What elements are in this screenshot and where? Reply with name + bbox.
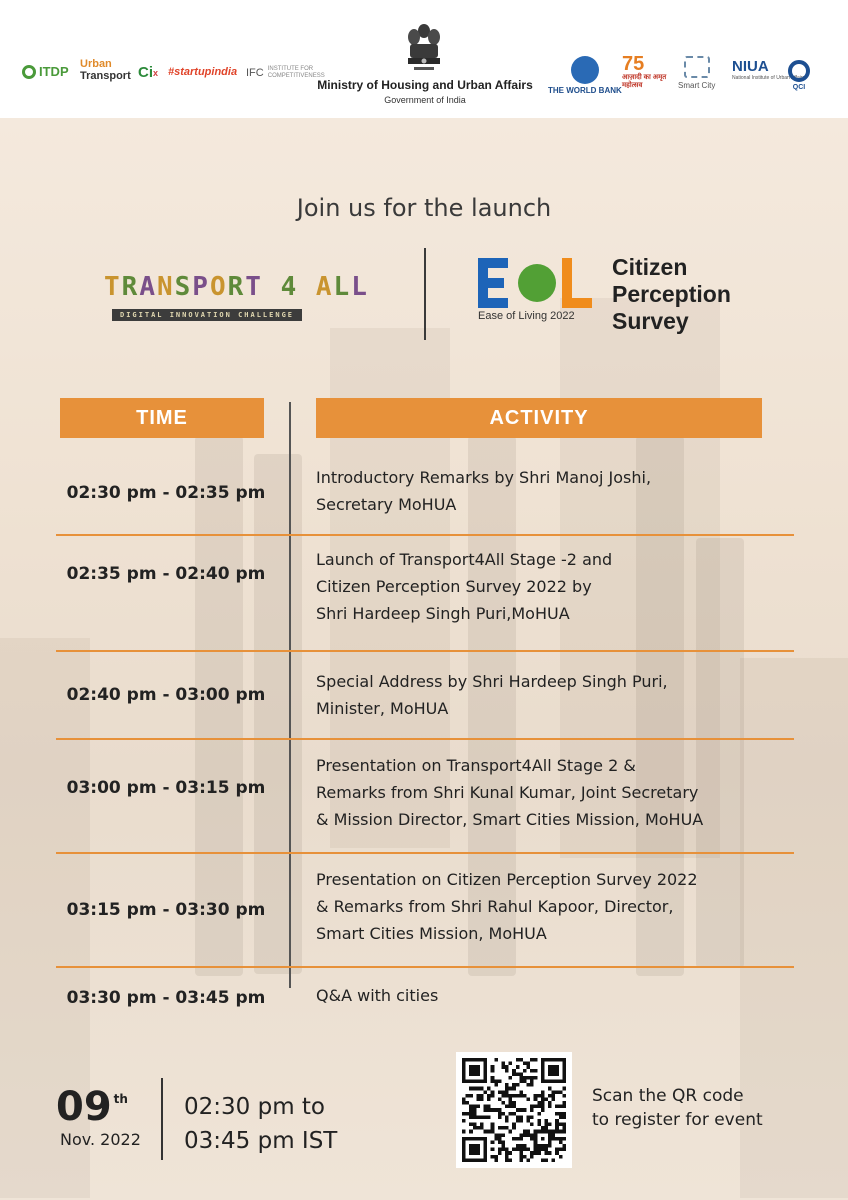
cix-logo-text: Ci [138,64,153,81]
activity-column-header: ACTIVITY [316,398,762,438]
activity-line: Shri Hardeep Singh Puri,MoHUA [316,604,570,623]
ifc-logo-text: IFC [246,67,264,79]
government-subtitle: Government of India [384,95,466,105]
event-day-number: 09 [56,1084,112,1130]
digital-innovation-challenge-badge: DIGITAL INNOVATION CHALLENGE [112,309,302,321]
transport4all-title: TRANSPORT 4 ALL [104,272,369,302]
activity-line: Introductory Remarks by Shri Manoj Joshi, [316,468,652,487]
event-time-line: 03:45 pm IST [184,1128,338,1154]
eol-letter-l [562,258,592,308]
smart-city-logo-text: Smart City [678,81,716,90]
activity-line: Q&A with cities [316,986,439,1005]
ministry-title: Ministry of Housing and Urban Affairs [317,78,533,92]
scan-line: Scan the QR code [592,1086,744,1106]
cix-logo [138,64,158,81]
startupindia-logo-text: #startupindia [168,66,238,78]
urban-transport-logo [80,58,131,82]
schedule-time: 02:40 pm - 03:00 pm [66,685,266,705]
activity-line: & Mission Director, Smart Cities Mission, MoHUA [316,810,704,829]
itdp-logo [22,64,69,79]
event-time-line: 02:30 pm to [184,1094,325,1120]
qr-code-icon [462,1058,566,1162]
smart-city-mark-icon [684,56,710,78]
qci-logo [788,60,810,91]
world-bank-logo [548,56,622,95]
schedule-row [56,968,794,1024]
time-column-header: TIME [60,398,264,438]
eol-mark-icon [478,252,594,308]
eol-letter-e [478,258,508,308]
world-bank-logo-text: THE WORLD BANK [548,86,622,95]
schedule-time: 02:35 pm - 02:40 pm [66,564,266,584]
azadi-logo-text: आज़ादी का अमृत महोत्सव [622,74,667,89]
cix-logo-sup: x [153,67,159,78]
schedule-time: 02:30 pm - 02:35 pm [66,483,266,503]
itdp-ring-icon [22,65,36,79]
schedule-activity [316,668,796,722]
event-time-range [184,1090,337,1158]
activity-line: Special Address by Shri Hardeep Singh Puri, [316,672,668,691]
schedule-row [56,452,794,534]
schedule-activity [316,866,796,947]
schedule-activity [316,546,796,627]
footer-divider [161,1078,163,1160]
activity-line: Launch of Transport4All Stage -2 and [316,550,613,569]
eol-caption: Ease of Living 2022 [478,310,575,322]
niua-logo-subtext: National Institute of Urban Affairs [732,75,806,81]
scan-instructions [592,1084,763,1132]
world-bank-globe-icon [571,56,599,84]
eol-letter-o [518,264,556,302]
schedule-row [56,652,794,738]
startupindia-logo [168,66,237,78]
activity-line: Remarks from Shri Kunal Kumar, Joint Secretary [316,783,699,802]
schedule-row [56,536,794,650]
qci-ring-icon [788,60,810,82]
schedule-row [56,854,794,966]
activity-line: Secretary MoHUA [316,495,457,514]
azadi-logo-number: 75 [622,53,645,75]
event-month-year: Nov. 2022 [60,1130,141,1149]
schedule-time: 03:00 pm - 03:15 pm [66,778,266,798]
activity-line: Presentation on Citizen Perception Survey 2022 [316,870,698,889]
activity-line: Citizen Perception Survey 2022 by [316,577,592,596]
schedule-time: 03:15 pm - 03:30 pm [66,900,266,920]
activity-line: & Remarks from Shri Rahul Kapoor, Director, [316,897,674,916]
niua-logo-text: NIUA [732,58,769,75]
logo-divider [424,248,426,340]
event-day-suffix: th [113,1092,128,1106]
launch-headline: Join us for the launch [296,194,552,222]
scan-line: to register for event [592,1110,763,1130]
header-bar [0,0,848,118]
schedule-activity [316,982,796,1009]
smart-city-logo [678,56,715,90]
transport4all-logo [104,272,394,321]
activity-line: Minister, MoHUA [316,699,449,718]
survey-title-line: Perception [612,281,731,307]
schedule-row [56,740,794,852]
activity-line: Smart Cities Mission, MoHUA [316,924,547,943]
schedule-activity [316,464,796,518]
registration-qr-code[interactable] [456,1052,572,1168]
citizen-perception-survey-title [612,254,731,335]
survey-title-line: Survey [612,308,689,334]
azadi-ka-amrit-mahotsav-logo [622,54,676,90]
ifc-logo-subtext: INSTITUTE FOR COMPETITIVENESS [267,66,325,79]
itdp-logo-text: ITDP [39,64,69,79]
schedule-time: 03:30 pm - 03:45 pm [66,988,266,1008]
event-day [56,1084,128,1130]
national-emblem-icon [400,22,448,74]
eol-logo [478,252,594,322]
qci-logo-text: QCI [792,84,806,91]
survey-title-line: Citizen [612,254,688,280]
activity-line: Presentation on Transport4All Stage 2 & [316,756,636,775]
transport-logo-text: Transport [80,70,131,82]
schedule-activity [316,752,796,833]
urban-logo-text: Urban [80,58,112,70]
